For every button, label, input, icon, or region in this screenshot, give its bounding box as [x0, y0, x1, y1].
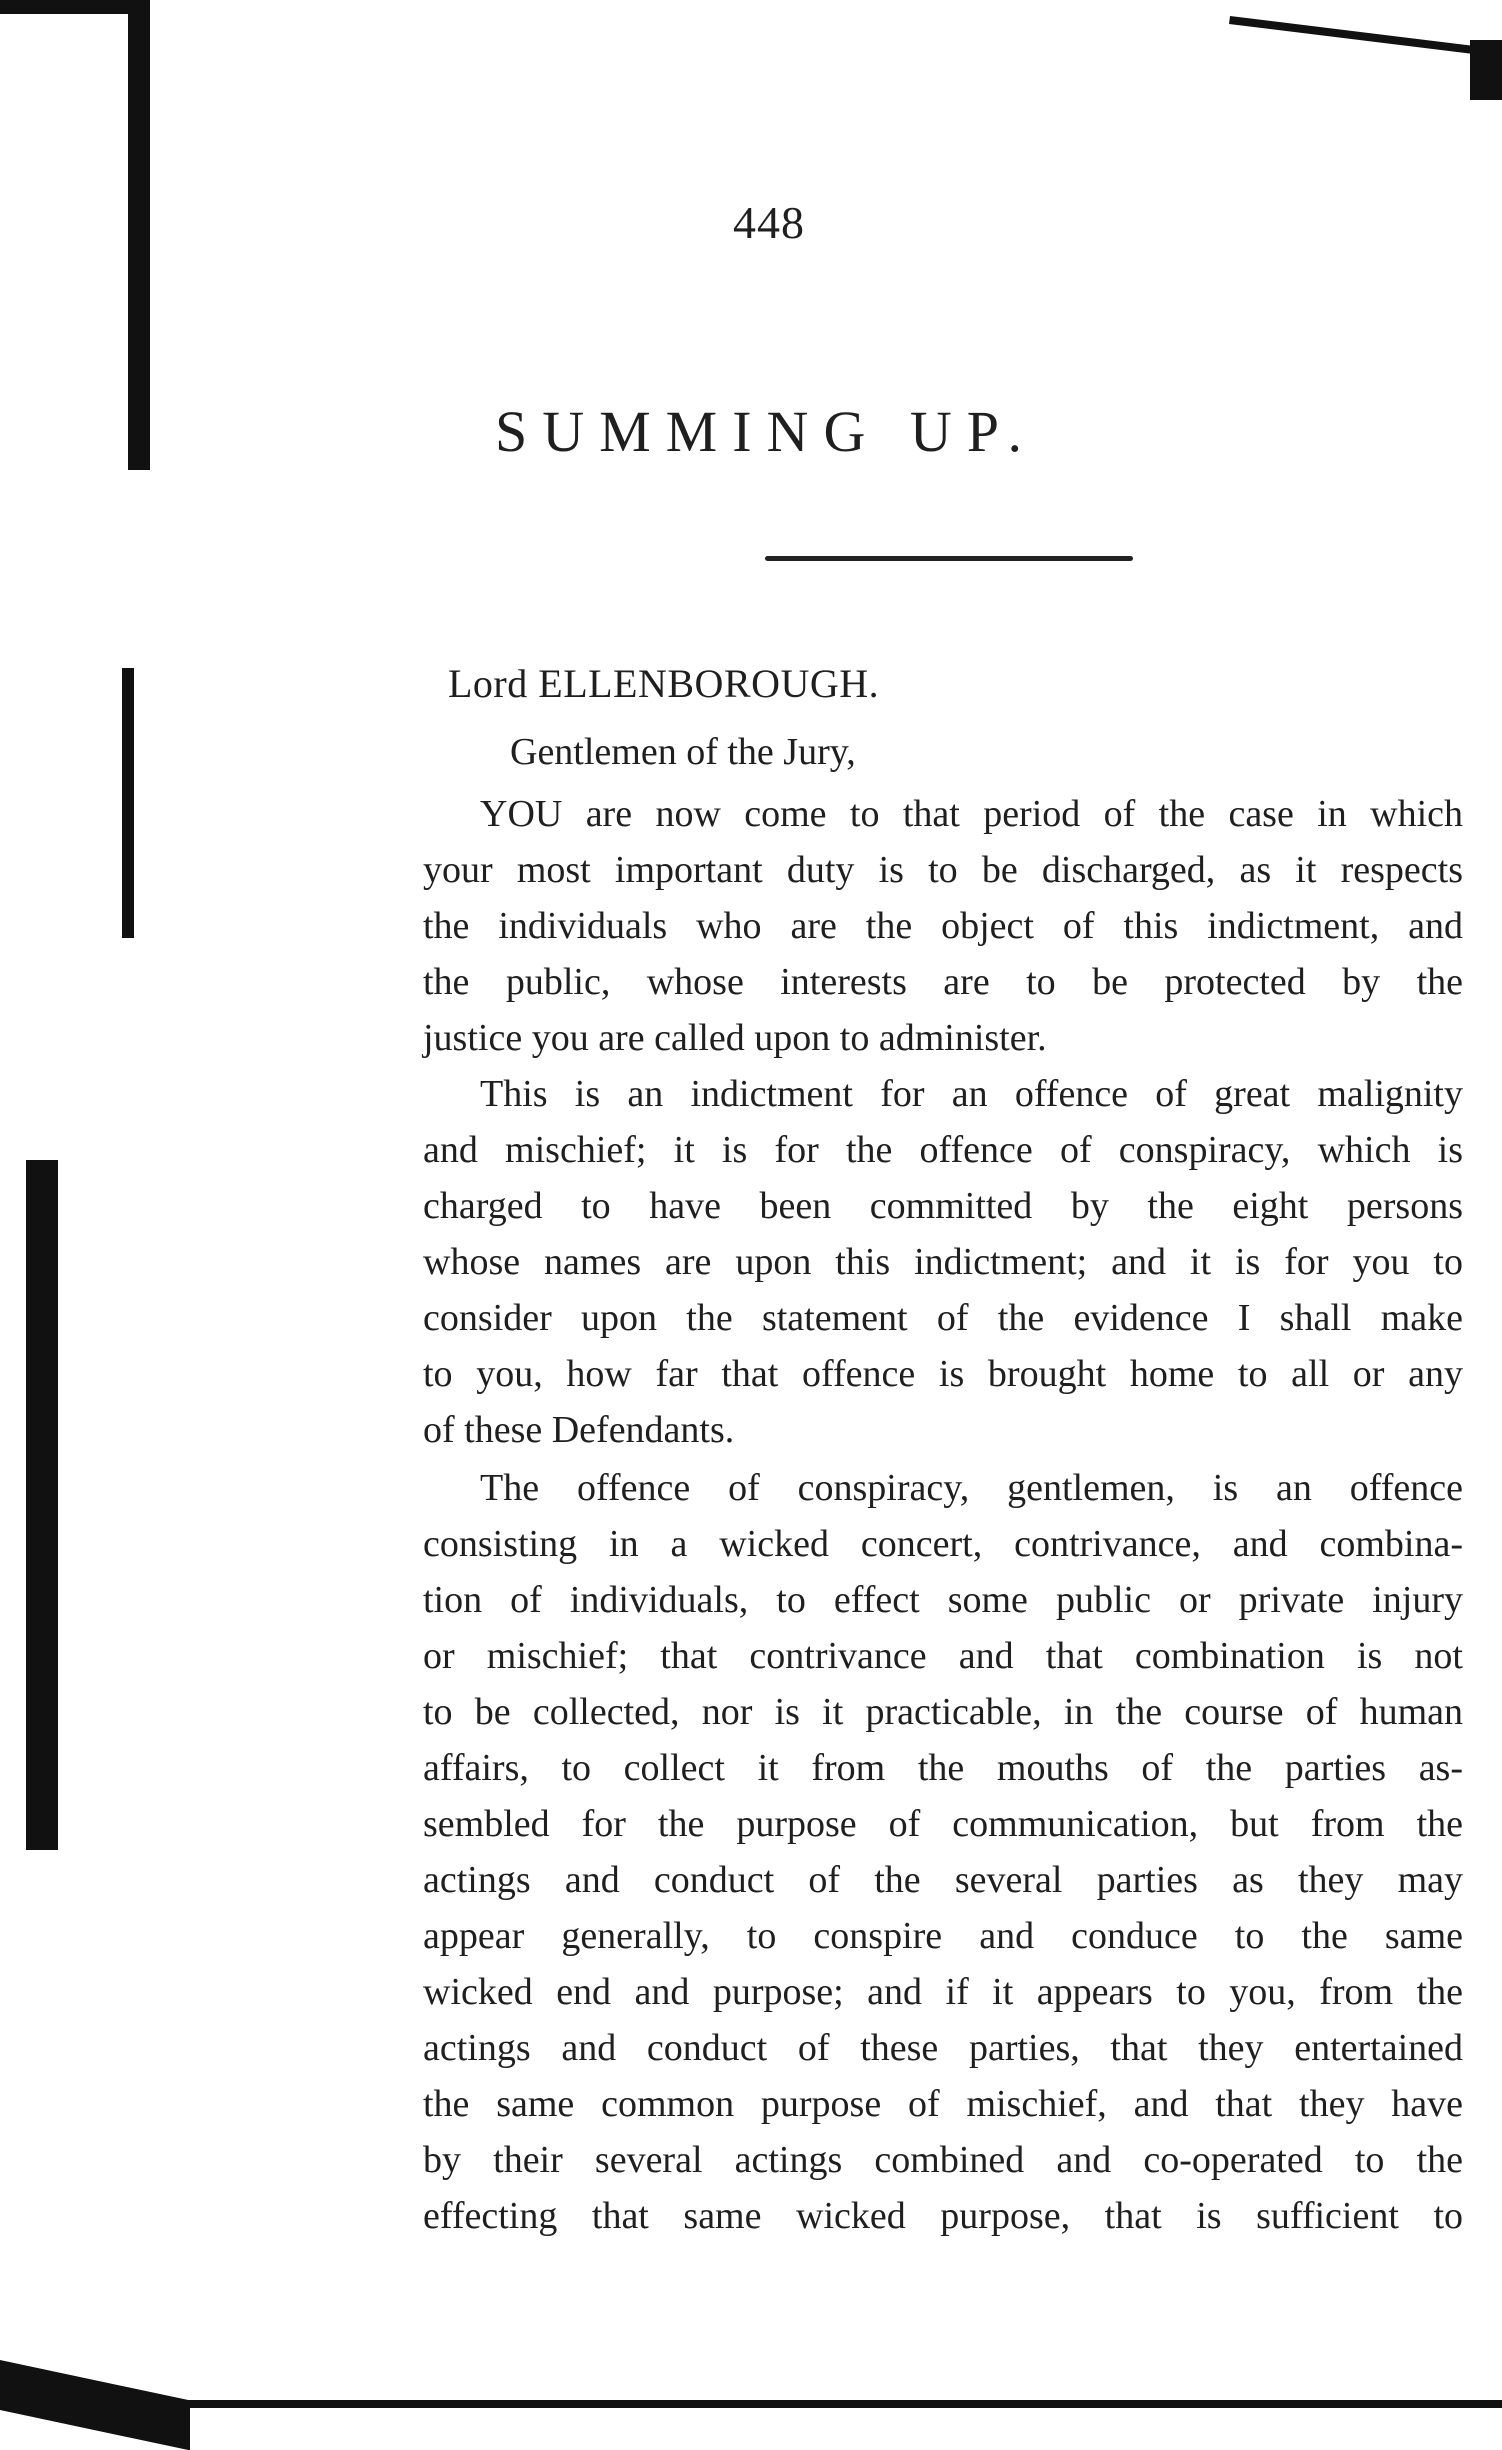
body-line: to be collected, nor is it practicable, in the course of human [423, 1691, 1463, 1733]
body-line: the individuals who are the object of this indictment, and [423, 905, 1463, 947]
body-line: or mischief; that contrivance and that combination is not [423, 1635, 1463, 1677]
scan-edge-mark-top-right-corner [1470, 40, 1502, 100]
body-line: tion of individuals, to effect some public or private injury [423, 1579, 1463, 1621]
body-line: by their several actings combined and co-operated to the [423, 2139, 1463, 2181]
body-line: sembled for the purpose of communication, but from the [423, 1803, 1463, 1845]
speaker-name: Lord ELLENBOROUGH. [448, 661, 880, 706]
body-line: wicked end and purpose; and if it appears to you, from the [423, 1971, 1463, 2013]
body-line: whose names are upon this indictment; and it is for you to [423, 1241, 1463, 1283]
body-line: This is an indictment for an offence of great malignity [480, 1073, 1463, 1115]
body-line: actings and conduct of these parties, that they entertained [423, 2027, 1463, 2069]
body-line: consisting in a wicked concert, contrivance, and combina- [423, 1523, 1463, 1565]
body-line: actings and conduct of the several parties as they may [423, 1859, 1463, 1901]
body-line: affairs, to collect it from the mouths of the parties as- [423, 1747, 1463, 1789]
scan-edge-mark-lower-left [26, 1160, 58, 1850]
body-line: charged to have been committed by the eight persons [423, 1185, 1463, 1227]
body-line: effecting that same wicked purpose, that is sufficient to [423, 2195, 1463, 2237]
body-line: The offence of conspiracy, gentlemen, is an offence [480, 1467, 1463, 1509]
scan-edge-mark-top-left-bar [0, 0, 150, 14]
body-line: your most important duty is to be discharged, as it respects [423, 849, 1463, 891]
heading-divider-rule [765, 556, 1133, 561]
body-line: to you, how far that offence is brought home to all or any [423, 1353, 1463, 1395]
body-line: justice you are called upon to administer. [423, 1017, 1047, 1059]
scan-edge-mark-bottom-left [0, 2360, 190, 2450]
scan-edge-mark-mid-left [122, 668, 134, 938]
scan-edge-mark-top-right [1229, 16, 1500, 57]
body-line: consider upon the statement of the evidence I shall make [423, 1297, 1463, 1339]
body-line: appear generally, to conspire and conduce to the same [423, 1915, 1463, 1957]
body-line: the public, whose interests are to be protected by the [423, 961, 1463, 1003]
section-heading: SUMMING UP. [494, 399, 1038, 464]
body-line: the same common purpose of mischief, and that they have [423, 2083, 1463, 2125]
page-number: 448 [733, 197, 805, 248]
scan-edge-mark-bottom [180, 2400, 1502, 2408]
salutation: Gentlemen of the Jury, [510, 731, 856, 773]
body-line: and mischief; it is for the offence of conspiracy, which is [423, 1129, 1463, 1171]
body-line: of these Defendants. [423, 1409, 735, 1451]
body-line: YOU are now come to that period of the case in which [480, 793, 1463, 835]
